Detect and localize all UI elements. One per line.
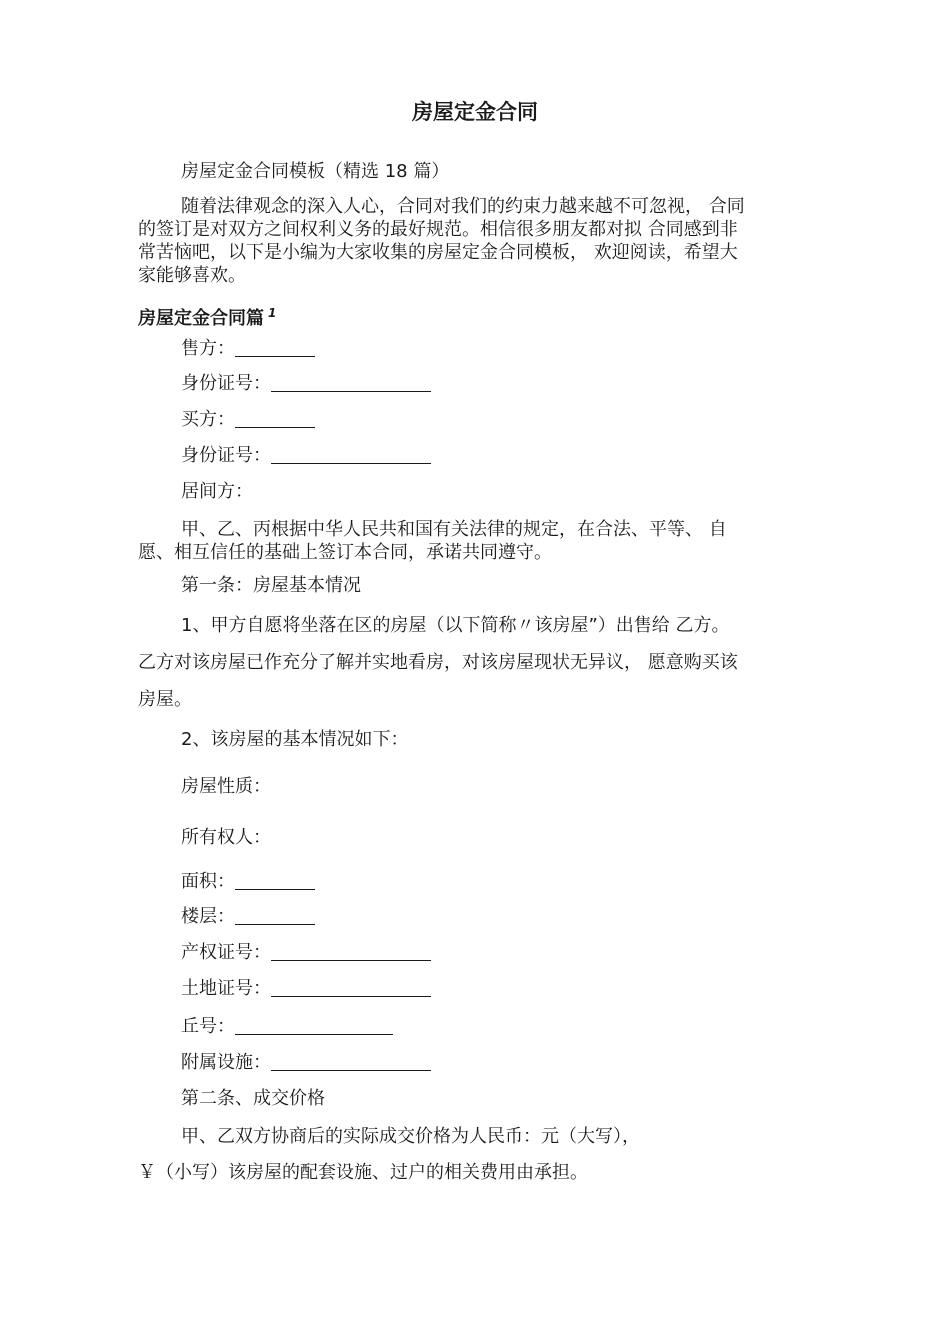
field-land-cert [181, 978, 431, 1000]
field-floor [181, 906, 315, 928]
intro-line-3: 常苦恼吧，以下是小编为大家收集的房屋定金合同模板， 欢迎阅读，希望大 [138, 242, 738, 263]
document-title: 房屋定金合同 [412, 100, 538, 124]
field-lot-label: 丘号： [181, 1016, 235, 1037]
field-nature: 房屋性质： [181, 776, 271, 797]
article1-heading: 第一条：房屋基本情况 [181, 575, 361, 596]
field-land-cert-blank [271, 995, 431, 997]
agreement-line-2: 愿、相互信任的基础上签订本合同，承诺共同遵守。 [138, 542, 552, 563]
field-lot-blank [235, 1033, 393, 1035]
agreement-line-1: 甲、乙、丙根据中华人民共和国有关法律的规定，在合法、平等、 自 [181, 519, 727, 540]
article2-heading: 第二条、成交价格 [181, 1088, 325, 1109]
field-buyer-id [181, 445, 431, 467]
intro-line-1: 随着法律观念的深入人心，合同对我们的约束力越来越不可忽视， 合同 [181, 196, 745, 217]
field-buyer-id-blank [271, 462, 431, 464]
field-floor-blank [235, 923, 315, 925]
section-heading-text: 房屋定金合同篇 [138, 308, 264, 329]
field-area [181, 871, 315, 893]
section-mark: 1 [268, 306, 277, 320]
field-seller-id [181, 373, 431, 395]
intro-line-2: 的签订是对双方之间权利义务的最好规范。相信很多朋友都对拟 合同感到非 [138, 219, 738, 240]
field-facilities-label: 附属设施： [181, 1052, 271, 1073]
article1-p2: 2、该房屋的基本情况如下： [181, 729, 409, 750]
field-seller-id-label: 身份证号： [181, 373, 271, 394]
section-heading [138, 302, 276, 330]
article1-p1-line-1: 1、甲方自愿将坐落在区的房屋（以下简称〃该房屋”）出售给 乙方。 [181, 615, 730, 636]
article2-line-1: 甲、乙双方协商后的实际成交价格为人民币：元（大写）， [181, 1126, 640, 1147]
article1-p1-line-3: 房屋。 [138, 689, 192, 710]
field-seller-id-blank [271, 390, 431, 392]
field-owner: 所有权人： [181, 827, 271, 848]
intro-line-4: 家能够喜欢。 [138, 265, 246, 286]
article1-p1-line-2: 乙方对该房屋已作充分了解并实地看房，对该房屋现状无异议， 愿意购买该 [138, 652, 738, 673]
field-broker: 居间方： [181, 481, 253, 502]
article2-line-2: ￥（小写）该房屋的配套设施、过户的相关费用由承担。 [138, 1162, 588, 1183]
field-buyer-id-label: 身份证号： [181, 445, 271, 466]
field-lot [181, 1016, 393, 1038]
field-title-cert-blank [271, 959, 431, 961]
field-title-cert [181, 942, 431, 964]
field-area-blank [235, 888, 315, 890]
field-facilities [181, 1052, 431, 1074]
field-seller-blank [235, 355, 315, 357]
field-buyer [181, 409, 315, 431]
field-floor-label: 楼层： [181, 906, 235, 927]
field-seller-label: 售方： [181, 338, 235, 359]
document-subtitle: 房屋定金合同模板（精选 18 篇） [181, 161, 450, 182]
field-area-label: 面积： [181, 871, 235, 892]
field-seller [181, 338, 315, 360]
field-land-cert-label: 土地证号： [181, 978, 271, 999]
field-buyer-label: 买方： [181, 409, 235, 430]
field-facilities-blank [271, 1069, 431, 1071]
field-buyer-blank [235, 426, 315, 428]
field-title-cert-label: 产权证号： [181, 942, 271, 963]
